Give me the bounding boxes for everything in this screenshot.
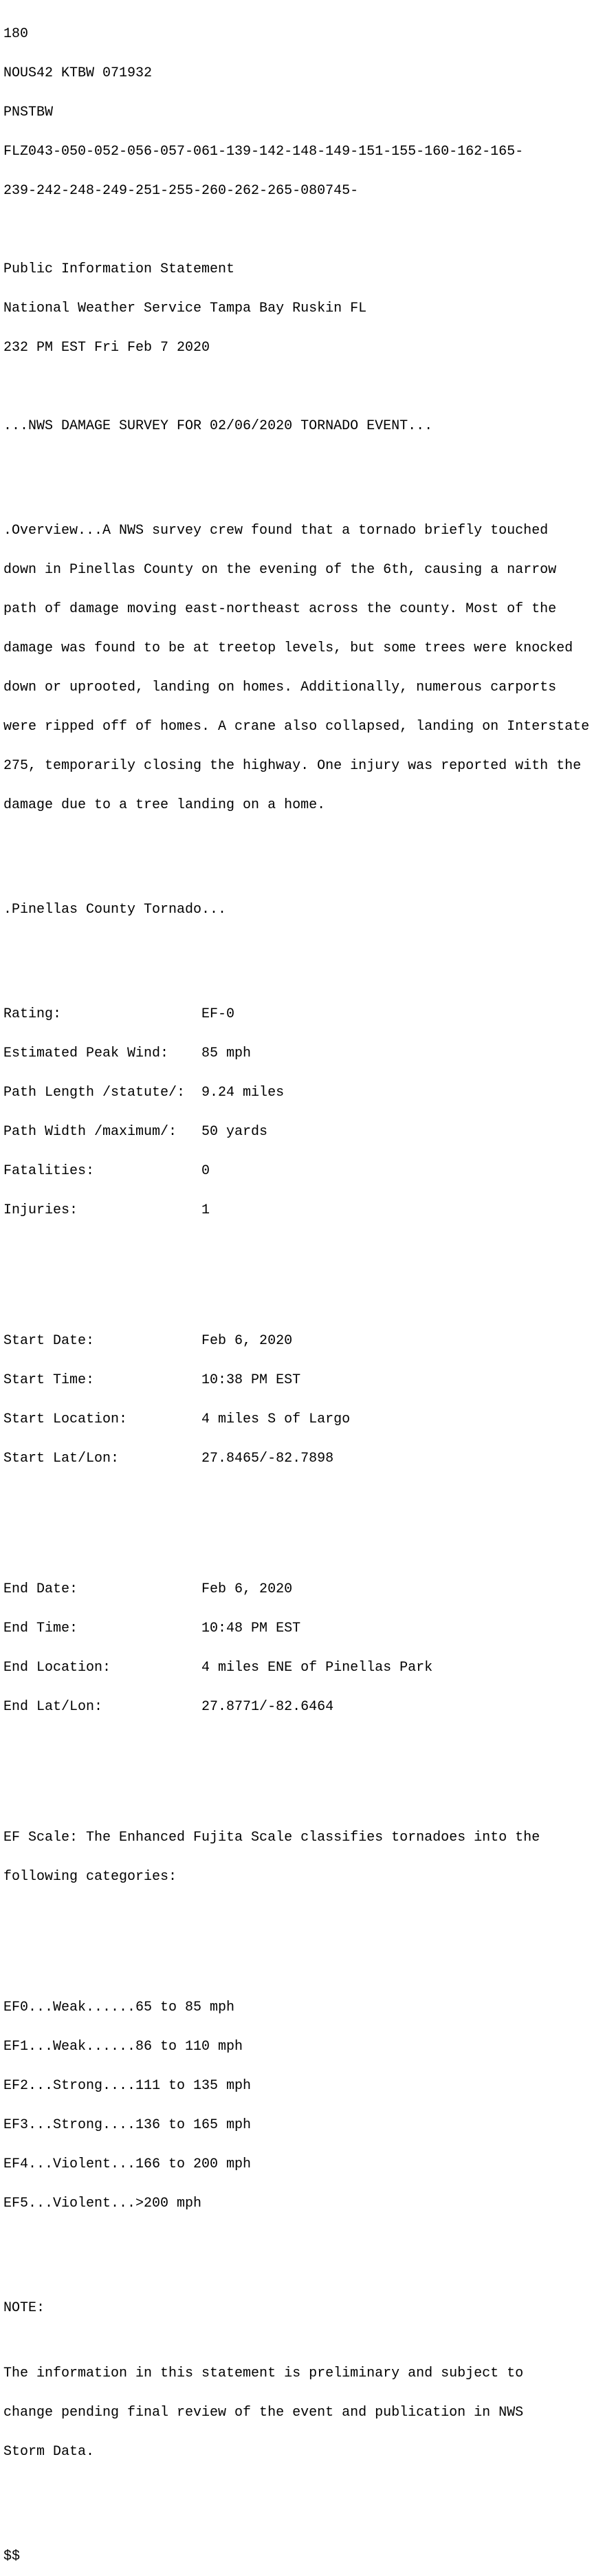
overview-line: damage was found to be at treetop levels, but some trees were knocked — [3, 640, 573, 656]
blank-line — [3, 1936, 592, 1949]
blank-line — [3, 1766, 592, 1779]
tornado-section-title: .Pinellas County Tornado... — [3, 902, 227, 918]
overview-line: down in Pinellas County on the evening of the 6th, causing a narrow — [3, 562, 557, 578]
start-value: 10:38 PM EST — [201, 1372, 301, 1388]
overview-line: damage due to a tree landing on a home. — [3, 797, 326, 813]
blank-line — [3, 2511, 592, 2524]
stat-value: EF-0 — [201, 1006, 235, 1022]
ef-category: EF5...Violent...>200 mph — [3, 2196, 202, 2211]
stat-row — [3, 1204, 592, 1217]
blank-line — [3, 1517, 592, 1530]
end-value: 27.8771/-82.6464 — [201, 1699, 334, 1715]
stat-label: Fatalities: — [3, 1163, 202, 1179]
ef-category: EF2...Strong....111 to 135 mph — [3, 2078, 252, 2094]
blank-line — [3, 942, 592, 955]
ef-intro-line: EF Scale: The Enhanced Fujita Scale classifies tornadoes into the — [3, 1830, 540, 1846]
end-value: 10:48 PM EST — [201, 1621, 301, 1636]
ugc-line: 239-242-248-249-251-255-260-262-265-080745- — [3, 183, 359, 199]
note-line: change pending final review of the event and publication in NWS — [3, 2405, 524, 2421]
end-value: Feb 6, 2020 — [201, 1581, 293, 1597]
blank-line — [3, 380, 592, 393]
tornado-end — [3, 1557, 592, 1740]
issue-time: 232 PM EST Fri Feb 7 2020 — [3, 340, 210, 356]
end-value: 4 miles ENE of Pinellas Park — [201, 1660, 433, 1676]
stat-value: 9.24 miles — [201, 1085, 285, 1101]
stat-row — [3, 1165, 592, 1178]
stat-row — [3, 1086, 592, 1099]
product-terminator: $$ — [3, 2548, 21, 2564]
overview-line: down or uprooted, landing on homes. Additionally, numerous carports — [3, 680, 557, 695]
overview-line: 275, temporarily closing the highway. One injury was reported with the — [3, 758, 582, 774]
start-row — [3, 1452, 592, 1465]
start-label: Start Time: — [3, 1372, 202, 1388]
stat-value: 1 — [201, 1202, 210, 1218]
end-row — [3, 1622, 592, 1635]
end-row — [3, 1583, 592, 1596]
ef-category: EF1...Weak......86 to 110 mph — [3, 2039, 243, 2055]
stat-value: 50 yards — [201, 1124, 268, 1140]
start-row — [3, 1334, 592, 1347]
stat-label: Path Width /maximum/: — [3, 1124, 202, 1140]
stat-row — [3, 1008, 592, 1021]
blank-line — [3, 864, 592, 877]
note-text — [3, 2341, 592, 2485]
start-value: 4 miles S of Largo — [201, 1411, 351, 1427]
ef-category: EF3...Strong....136 to 165 mph — [3, 2117, 252, 2133]
end-row — [3, 1661, 592, 1674]
awips-id: PNSTBW — [3, 105, 54, 120]
overview-line: path of damage moving east-northeast across the county. Most of the — [3, 601, 557, 617]
statement-title: Public Information Statement — [3, 261, 235, 277]
start-label: Start Date: — [3, 1333, 202, 1349]
end-label: End Location: — [3, 1660, 202, 1676]
blank-line — [3, 1269, 592, 1282]
stat-value: 0 — [201, 1163, 210, 1179]
overview-line: were ripped off of homes. A crane also collapsed, landing on Interstate — [3, 719, 590, 735]
end-label: End Date: — [3, 1581, 202, 1597]
tornado-start — [3, 1308, 592, 1491]
start-row — [3, 1374, 592, 1387]
overview-section — [3, 498, 592, 838]
start-label: Start Location: — [3, 1411, 202, 1427]
stat-row — [3, 1047, 592, 1060]
note-heading: NOTE: — [3, 2300, 45, 2316]
ef-scale-intro — [3, 1805, 592, 1909]
start-label: Start Lat/Lon: — [3, 1451, 202, 1466]
ef-scale-categories — [3, 1975, 592, 2236]
overview-line: .Overview...A NWS survey crew found that a tornado briefly touched — [3, 523, 549, 539]
end-row — [3, 1700, 592, 1713]
product-number: 180 — [3, 26, 29, 42]
blank-line — [3, 459, 592, 472]
blank-line — [3, 224, 592, 237]
office-name: National Weather Service Tampa Bay Ruskin FL — [3, 301, 367, 316]
end-label: End Lat/Lon: — [3, 1699, 202, 1715]
stat-label: Injuries: — [3, 1202, 202, 1218]
blank-line — [3, 2262, 592, 2275]
stat-label: Path Length /statute/: — [3, 1085, 202, 1101]
start-value: Feb 6, 2020 — [201, 1333, 293, 1349]
start-value: 27.8465/-82.7898 — [201, 1451, 334, 1466]
tornado-stats — [3, 982, 592, 1243]
stat-value: 85 mph — [201, 1046, 252, 1061]
stat-row — [3, 1125, 592, 1138]
stat-label: Estimated Peak Wind: — [3, 1046, 202, 1061]
end-label: End Time: — [3, 1621, 202, 1636]
note-line: Storm Data. — [3, 2444, 95, 2460]
wmo-header: NOUS42 KTBW 071932 — [3, 65, 153, 81]
headline: ...NWS DAMAGE SURVEY FOR 02/06/2020 TORNADO EVENT... — [3, 418, 433, 434]
stat-label: Rating: — [3, 1006, 202, 1022]
ef-intro-line: following categories: — [3, 1869, 177, 1885]
ugc-line: FLZ043-050-052-056-057-061-139-142-148-149-151-155-160-162-165- — [3, 144, 524, 160]
ef-category: EF4...Violent...166 to 200 mph — [3, 2156, 252, 2172]
start-row — [3, 1413, 592, 1426]
ef-category: EF0...Weak......65 to 85 mph — [3, 2000, 235, 2015]
note-line: The information in this statement is preliminary and subject to — [3, 2366, 524, 2381]
